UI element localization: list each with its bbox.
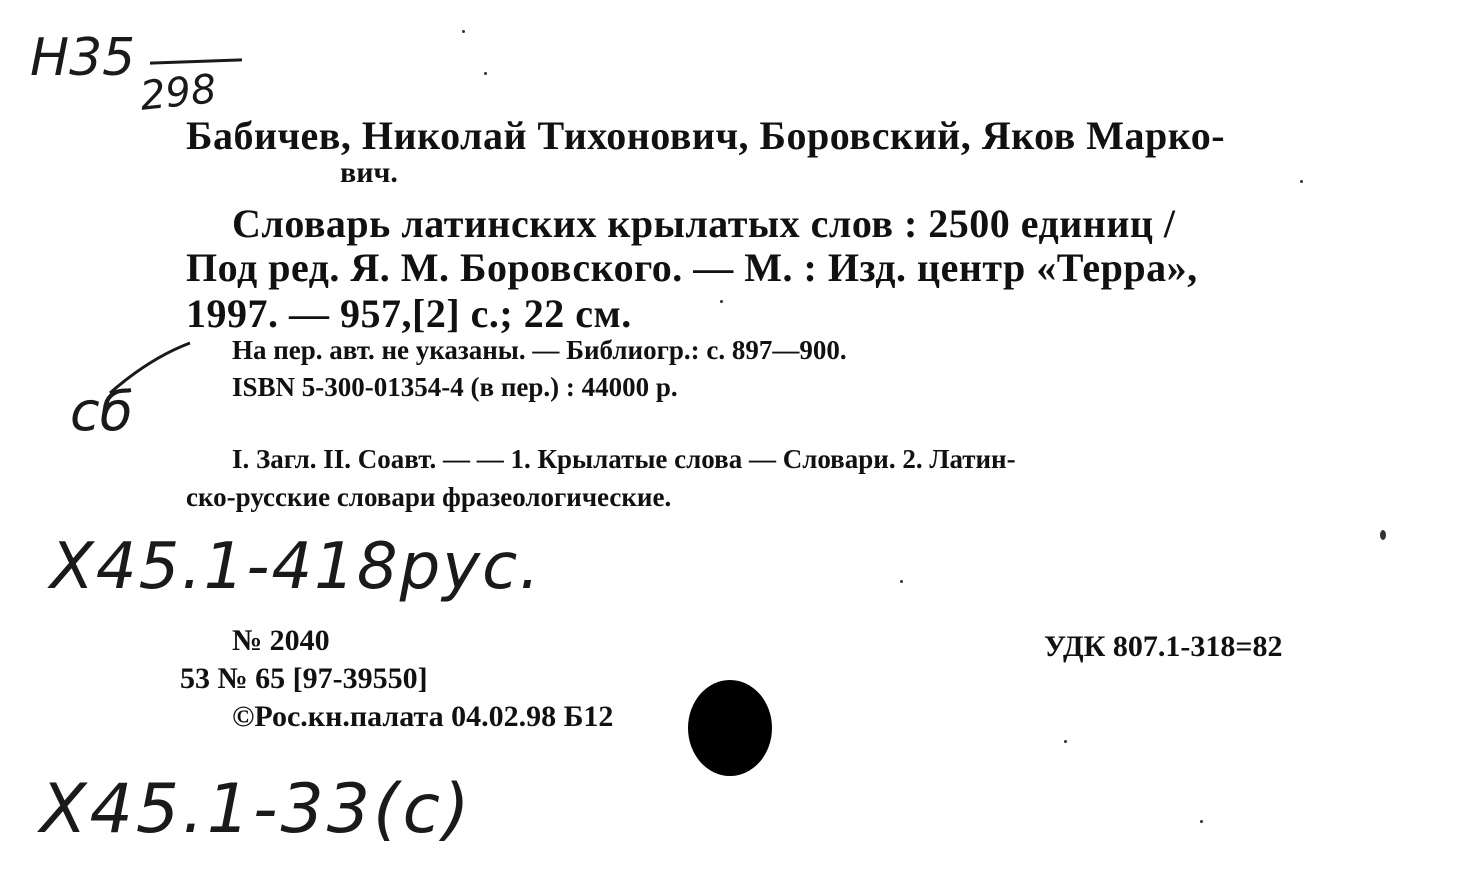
- handwritten-code-denominator: 298: [137, 66, 219, 120]
- registration-line: 53 № 65 [97-39550]: [180, 662, 428, 695]
- handwritten-stroke-icon: [100, 338, 200, 398]
- subjects-line-1: I. Загл. II. Соавт. — — 1. Крылатые слова — Словари. 2. Латин-: [232, 444, 1016, 474]
- title-line-2: Под ред. Я. М. Боровского. — М. : Изд. центр «Терра»,: [186, 245, 1198, 290]
- note-line: На пер. авт. не указаны. — Библиогр.: с. 897—900.: [232, 335, 847, 365]
- subjects-line-2: ско-русские словари фразеологические.: [186, 482, 672, 512]
- handwritten-code-numerator: Н35: [30, 28, 136, 88]
- speckle: [462, 30, 465, 33]
- speckle: [1300, 180, 1303, 183]
- speckle: [1064, 740, 1067, 743]
- udk-code: УДК 807.1-318=82: [1044, 630, 1283, 663]
- title-line-3: 1997. — 957,[2] с.; 22 см.: [186, 291, 632, 336]
- handwritten-side-mark: сб: [70, 380, 133, 443]
- speckle: [900, 580, 903, 583]
- book-chamber-line: ©Рос.кн.палата 04.02.98 Б12: [232, 700, 614, 733]
- speckle: [720, 300, 723, 303]
- handwritten-fraction-bar: [150, 58, 242, 64]
- isbn-line: ISBN 5-300-01354-4 (в пер.) : 44000 р.: [232, 372, 678, 402]
- handwritten-shelf-mark-1: Х45.1-418рус.: [50, 530, 542, 604]
- ink-blot: [688, 680, 772, 776]
- speckle: [1380, 530, 1386, 540]
- author-line-2: вич.: [340, 156, 398, 189]
- card-number: № 2040: [232, 624, 330, 657]
- title-line-1: Словарь латинских крылатых слов : 2500 единиц /: [232, 201, 1176, 246]
- author-line-1: Бабичев, Николай Тихонович, Боровский, Яков Марко-: [186, 113, 1226, 158]
- speckle: [1200, 820, 1203, 823]
- handwritten-shelf-mark-2: Х45.1-33(с): [40, 770, 473, 849]
- speckle: [484, 72, 487, 75]
